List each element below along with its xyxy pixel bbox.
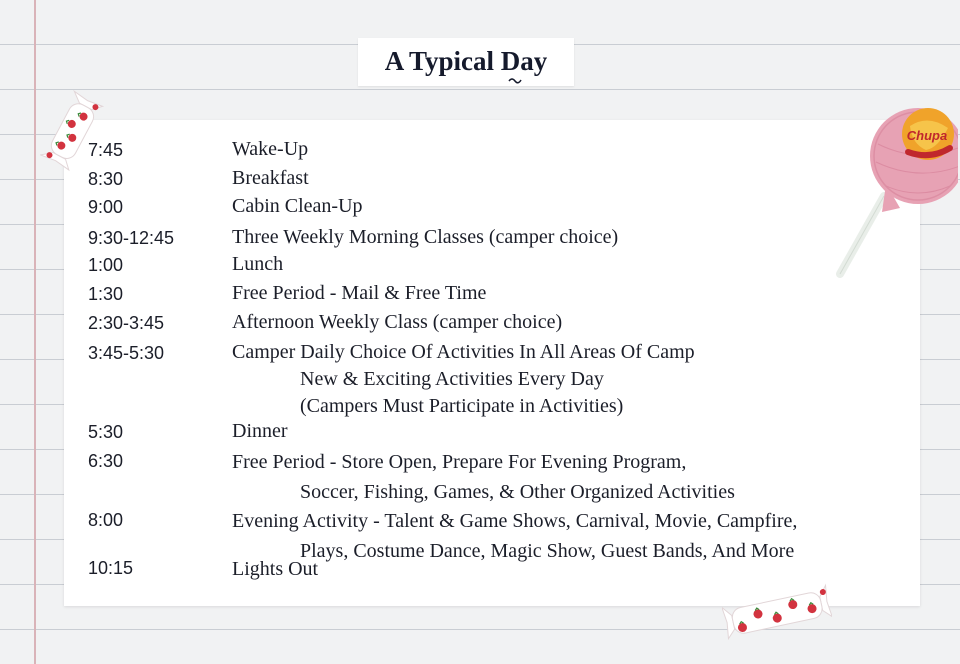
schedule-activity: Dinner <box>232 420 288 442</box>
schedule-activity: Wake-Up <box>232 138 309 160</box>
schedule-paper <box>64 120 920 606</box>
schedule-time: 8:00 <box>88 510 124 530</box>
schedule-activity-detail: Soccer, Fishing, Games, & Other Organized Activities <box>300 481 735 503</box>
schedule-time: 3:45-5:30 <box>88 343 165 363</box>
title-label <box>358 38 574 86</box>
schedule-activity: Evening Activity - Talent & Game Shows, Carnival, Movie, Campfire, <box>232 510 798 532</box>
schedule-activity: Free Period - Store Open, Prepare For Evening Program, <box>232 451 687 473</box>
schedule-activity: Lunch <box>232 253 284 275</box>
schedule-time: 9:00 <box>88 197 124 217</box>
schedule-time: 7:45 <box>88 140 124 160</box>
schedule-activity-detail: New & Exciting Activities Every Day <box>300 368 604 390</box>
schedule-activity: Cabin Clean-Up <box>232 195 363 217</box>
schedule-activity: Free Period - Mail & Free Time <box>232 282 487 304</box>
schedule-activity: Three Weekly Morning Classes (camper choice) <box>232 226 619 248</box>
schedule-time: 1:30 <box>88 284 124 304</box>
strawberry-candy-icon <box>40 82 112 184</box>
schedule-activity-detail: (Campers Must Participate in Activities) <box>300 395 624 417</box>
schedule-time: 5:30 <box>88 422 124 442</box>
schedule-activity: Lights Out <box>232 558 319 580</box>
title-ink-mark <box>508 76 522 84</box>
schedule-time: 8:30 <box>88 169 124 189</box>
svg-text:Chupa: Chupa <box>906 128 948 143</box>
schedule-time: 10:15 <box>88 558 134 578</box>
schedule-time: 2:30-3:45 <box>88 313 165 333</box>
schedule-time: 6:30 <box>88 451 124 471</box>
lollipop-icon <box>826 104 958 284</box>
schedule-activity-detail: Plays, Costume Dance, Magic Show, Guest Bands, And More <box>300 540 795 562</box>
page-title: A Typical Day <box>384 46 548 76</box>
notebook-margin-line <box>34 0 36 664</box>
strawberry-candy-icon <box>722 580 832 644</box>
schedule-activity: Camper Daily Choice Of Activities In All Areas Of Camp <box>232 341 695 363</box>
schedule-activity: Breakfast <box>232 167 309 189</box>
schedule-time: 1:00 <box>88 255 124 275</box>
schedule-time: 9:30-12:45 <box>88 228 175 248</box>
schedule-activity: Afternoon Weekly Class (camper choice) <box>232 311 563 333</box>
